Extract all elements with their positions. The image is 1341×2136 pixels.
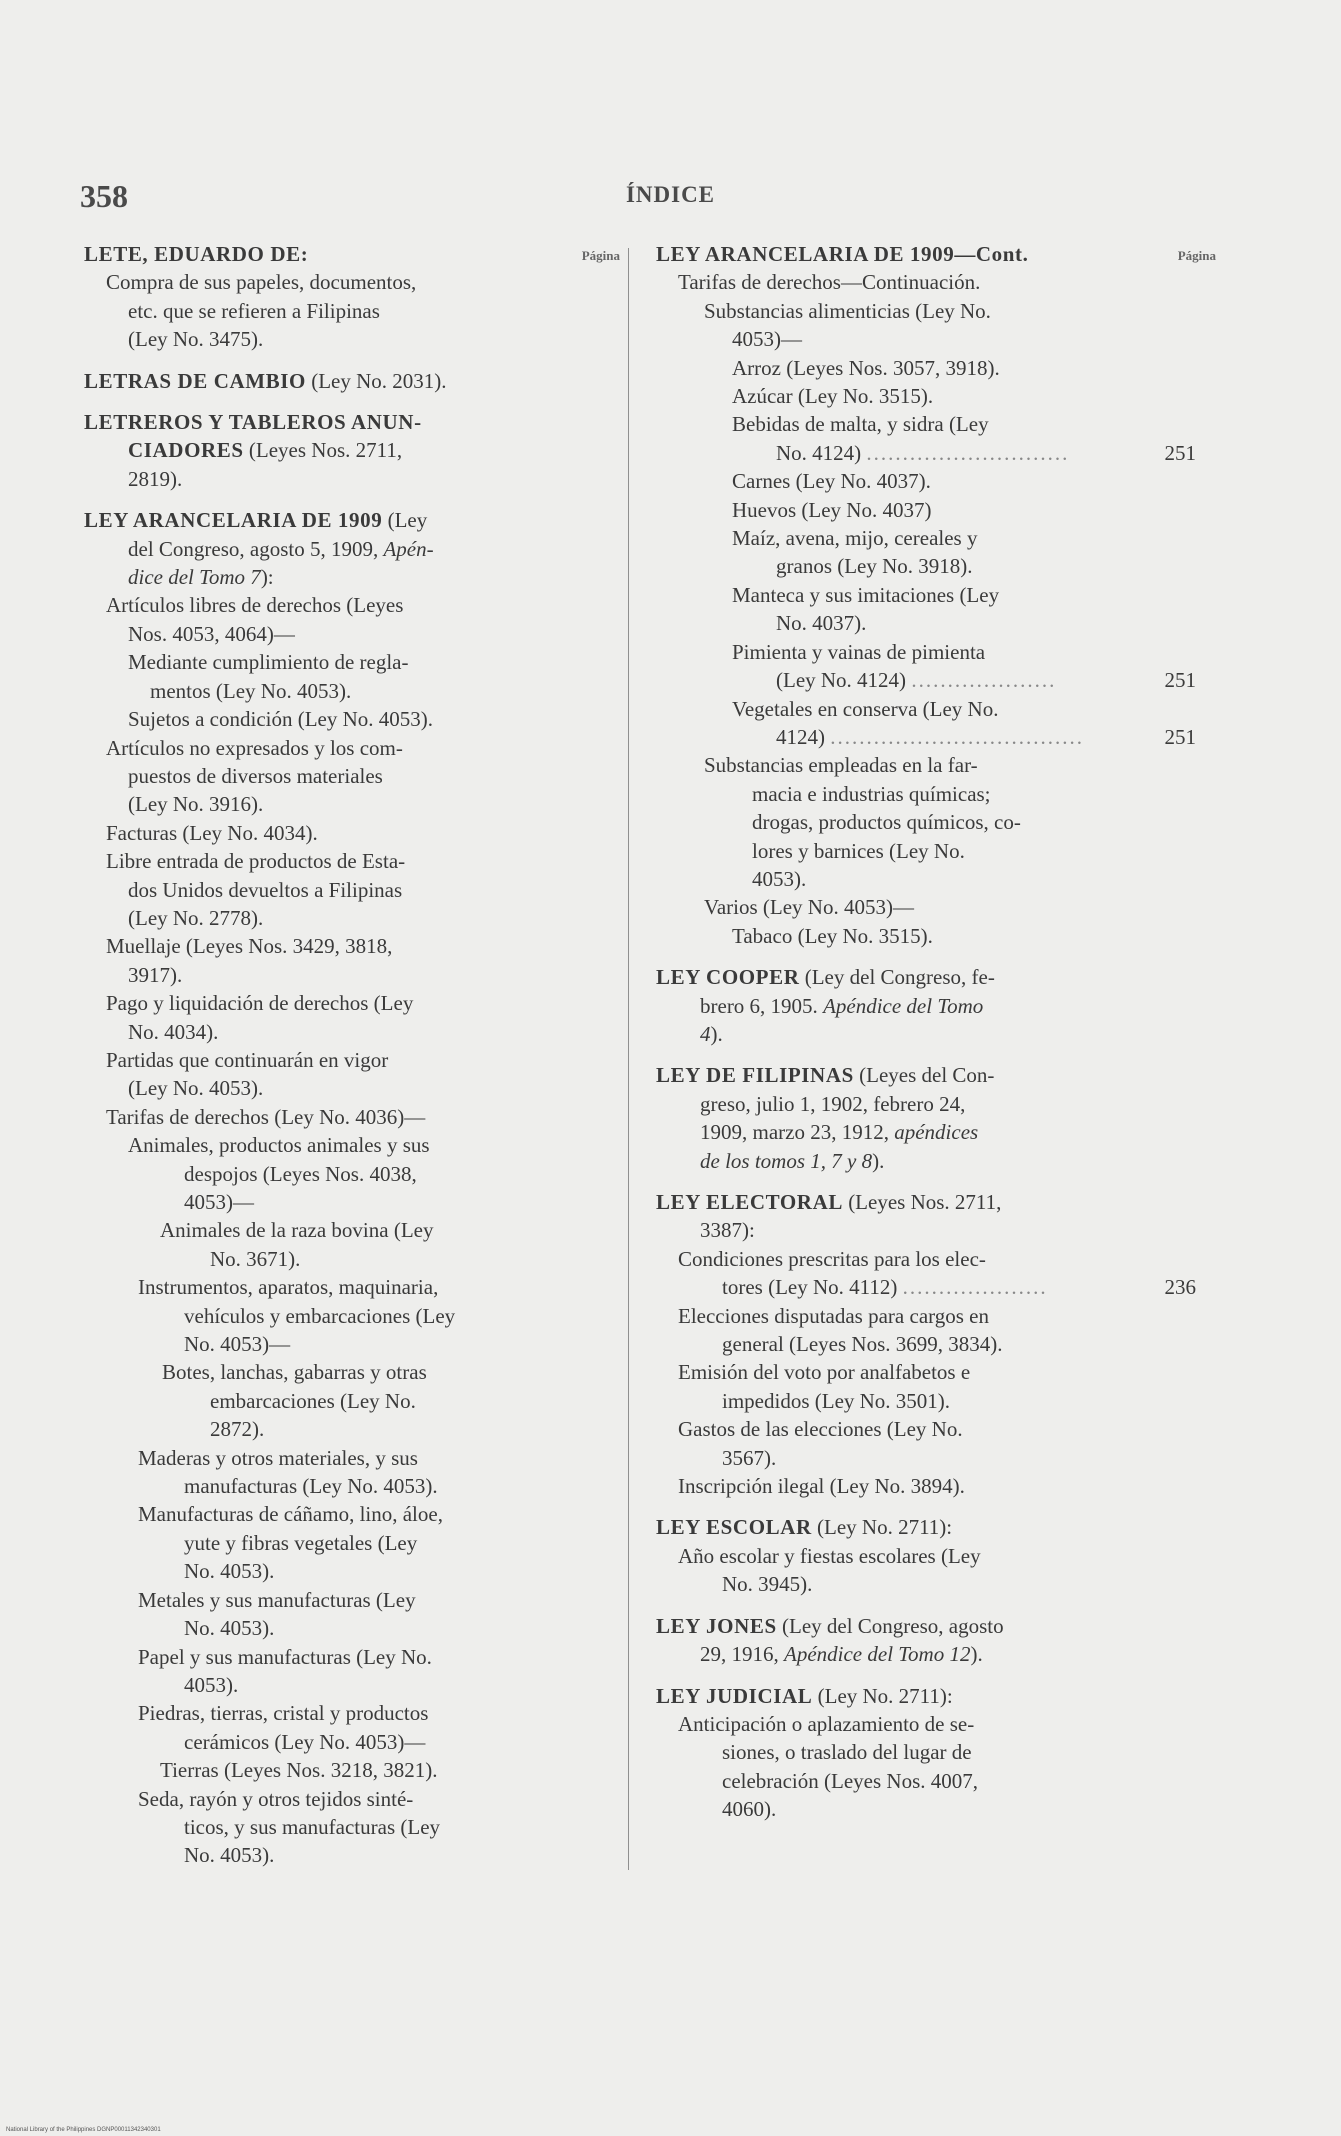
- entry-heading: LETREROS Y TABLEROS ANUN-: [84, 410, 422, 435]
- entry-text: No. 4034).: [128, 1019, 219, 1044]
- index-line: [84, 677, 534, 705]
- index-line: [656, 1472, 1178, 1500]
- index-line: [84, 1841, 534, 1869]
- entry-text: (Ley No. 3475).: [128, 327, 264, 352]
- entry-text: drogas, productos químicos, co-: [752, 810, 1021, 835]
- entry-text: celebración (Leyes Nos. 4007,: [722, 1768, 978, 1793]
- index-line: [84, 705, 534, 733]
- entry-text: No. 3945).: [722, 1572, 813, 1597]
- entry-text: ):: [260, 565, 274, 590]
- entry-text: 4060).: [722, 1797, 777, 1822]
- entry-text: No. 4053).: [184, 1559, 275, 1584]
- index-line: [656, 723, 1196, 751]
- entry-text: Vegetales en conserva (Ley No.: [732, 696, 999, 721]
- entry-text: 2819).: [128, 466, 183, 491]
- index-line: [656, 382, 1178, 410]
- index-line: [84, 762, 534, 790]
- index-line: [656, 1061, 1178, 1089]
- entry-text: Instrumentos, aparatos, maquinaria,: [138, 1275, 439, 1300]
- entry-text: tores (Ley No. 4112): [722, 1275, 903, 1300]
- entry-text: Azúcar (Ley No. 3515).: [732, 384, 934, 409]
- entry-heading: LETRAS DE CAMBIO: [84, 368, 306, 393]
- index-line: [84, 268, 534, 296]
- index-line: [84, 1472, 534, 1500]
- entry-text: (Ley No. 4124): [776, 668, 912, 693]
- entry-text: Año escolar y fiestas escolares (Ley: [678, 1543, 981, 1568]
- entry-heading: LEY JONES: [656, 1613, 777, 1638]
- index-line: [656, 1513, 1178, 1541]
- index-line: [656, 297, 1178, 325]
- index-line: [84, 1728, 534, 1756]
- entry-text: 4: [700, 1021, 711, 1046]
- index-line: [84, 297, 534, 325]
- index-line: [84, 1586, 534, 1614]
- entry-text: despojos (Leyes Nos. 4038,: [184, 1161, 417, 1186]
- index-line: [84, 240, 534, 268]
- index-line: [656, 1415, 1178, 1443]
- index-line: [84, 436, 534, 464]
- leader-dots: ....................: [902, 1275, 1048, 1300]
- entry-text: Bebidas de malta, y sidra (Ley: [732, 412, 989, 437]
- entry-gap: [656, 1175, 1178, 1188]
- index-line: [84, 1699, 534, 1727]
- index-line: [656, 865, 1178, 893]
- entry-text: cerámicos (Ley No. 4053)—: [184, 1729, 426, 1754]
- index-line: [84, 648, 534, 676]
- index-line: [656, 1570, 1178, 1598]
- entry-text: lores y barnices (Ley No.: [752, 838, 965, 863]
- index-line: [84, 506, 534, 534]
- entry-text: Muellaje (Leyes Nos. 3429, 3818,: [106, 934, 393, 959]
- left-column: [84, 240, 620, 1870]
- index-line: [656, 325, 1178, 353]
- entry-text: siones, o traslado del lugar de: [722, 1740, 972, 1765]
- entry-heading: CIADORES: [128, 438, 244, 463]
- entry-text: Manteca y sus imitaciones (Ley: [732, 582, 1000, 607]
- entry-text: Substancias empleadas en la far-: [704, 753, 978, 778]
- entry-text: macia e industrias químicas;: [752, 781, 991, 806]
- index-line: [84, 1500, 534, 1528]
- entry-text: Maderas y otros materiales, y sus: [138, 1445, 418, 1470]
- index-line: [84, 465, 534, 493]
- index-line: [656, 1302, 1178, 1330]
- index-line: [84, 1160, 534, 1188]
- index-line: [656, 1444, 1178, 1472]
- index-line: [84, 620, 534, 648]
- index-line: [656, 1358, 1178, 1386]
- index-line: [656, 467, 1178, 495]
- entry-text: granos (Ley No. 3918).: [776, 554, 973, 579]
- entry-text: Substancias alimenticias (Ley No.: [704, 298, 991, 323]
- entry-text: impedidos (Ley No. 3501).: [722, 1388, 951, 1413]
- index-line: [656, 496, 1178, 524]
- index-line: [84, 325, 534, 353]
- index-line: [656, 1387, 1178, 1415]
- entry-heading: LEY ARANCELARIA DE 1909: [84, 508, 383, 533]
- entry-text: (Ley: [382, 508, 428, 533]
- index-line: [656, 780, 1178, 808]
- index-line: [656, 992, 1178, 1020]
- entry-heading: LEY ELECTORAL: [656, 1190, 843, 1214]
- entry-gap: [656, 950, 1178, 963]
- index-line: [84, 1529, 534, 1557]
- entry-text: Apéndice del Tomo 12: [784, 1642, 971, 1667]
- entry-text: Animales, productos animales y sus: [128, 1133, 430, 1158]
- entry-text: (Leyes Nos. 2711,: [243, 438, 403, 463]
- entry-heading: LEY ARANCELARIA DE 1909—Cont.: [656, 242, 1029, 266]
- index-line: [84, 1131, 534, 1159]
- index-line: [84, 1813, 534, 1841]
- index-line: [656, 1216, 1178, 1244]
- index-line: [656, 638, 1178, 666]
- entry-text: 4053)—: [184, 1190, 254, 1214]
- footer-note: National Library of the Philippines DGNP00011342340301: [6, 2127, 161, 2133]
- page-reference: 251: [1164, 440, 1196, 465]
- index-line: [656, 1273, 1196, 1301]
- index-line: [84, 1103, 534, 1131]
- index-line: [656, 1330, 1178, 1358]
- index-line: [84, 904, 534, 932]
- entry-text: vehículos y embarcaciones (Ley: [184, 1303, 456, 1328]
- entry-text: manufacturas (Ley No. 4053).: [184, 1474, 438, 1499]
- entry-text: Animales de la raza bovina (Ley: [160, 1218, 434, 1243]
- index-line: [656, 1542, 1178, 1570]
- index-line: [84, 591, 534, 619]
- index-line: [656, 1090, 1178, 1118]
- entry-heading: LEY ESCOLAR: [656, 1515, 812, 1540]
- entry-text: Maíz, avena, mijo, cereales y: [732, 526, 978, 551]
- entry-text: 4053).: [184, 1672, 239, 1697]
- entry-text: No. 4124): [776, 440, 867, 465]
- entry-text: Mediante cumplimiento de regla-: [128, 650, 409, 675]
- entry-text: 3567).: [722, 1445, 777, 1470]
- index-line: [84, 989, 534, 1017]
- entry-text: dice del Tomo 7: [128, 565, 261, 590]
- entry-text: del Congreso, agosto 5, 1909,: [128, 536, 384, 561]
- index-line: [656, 1682, 1178, 1710]
- index-line: [84, 1358, 534, 1386]
- entry-gap: [84, 354, 534, 367]
- entry-text: Gastos de las elecciones (Ley No.: [678, 1417, 963, 1442]
- entry-text: 4124): [776, 724, 831, 749]
- index-line: [656, 695, 1178, 723]
- index-line: [84, 1046, 534, 1074]
- entry-text: Inscripción ilegal (Ley No. 3894).: [678, 1474, 965, 1499]
- running-head: ÍNDICE: [625, 182, 716, 207]
- index-line: [656, 439, 1196, 467]
- entry-text: Arroz (Leyes Nos. 3057, 3918).: [732, 355, 1000, 380]
- entry-text: Seda, rayón y otros tejidos sinté-: [138, 1786, 414, 1811]
- index-line: [656, 1738, 1178, 1766]
- entry-text: mentos (Ley No. 4053).: [150, 678, 352, 703]
- index-line: [84, 1216, 534, 1244]
- entry-text: No. 4053).: [184, 1616, 275, 1641]
- leader-dots: ...................................: [830, 724, 1084, 749]
- entry-gap: [656, 1048, 1178, 1061]
- index-line: [84, 1444, 534, 1472]
- entry-text: 1909, marzo 23, 1912,: [700, 1120, 895, 1145]
- entry-text: (Ley No. 3916).: [128, 792, 264, 817]
- index-line: [656, 524, 1178, 552]
- entry-text: (Ley No. 2711):: [811, 1515, 953, 1540]
- index-line: [656, 1118, 1178, 1146]
- entry-text: de los tomos 1, 7 y 8: [700, 1148, 873, 1173]
- index-line: [656, 1245, 1178, 1273]
- index-line: [656, 609, 1178, 637]
- entry-text: Facturas (Ley No. 4034).: [106, 820, 318, 845]
- index-line: [84, 819, 534, 847]
- entry-text: Tierras (Leyes Nos. 3218, 3821).: [160, 1758, 438, 1783]
- entry-text: brero 6, 1905.: [700, 993, 824, 1018]
- index-line: [84, 1245, 534, 1273]
- entry-text: greso, julio 1, 1902, febrero 24,: [700, 1091, 966, 1116]
- entry-text: 4053)—: [732, 327, 802, 352]
- entry-text: general (Leyes Nos. 3699, 3834).: [722, 1332, 1003, 1357]
- entry-text: No. 4053)—: [184, 1332, 291, 1357]
- index-line: [656, 240, 1178, 268]
- entry-text: Pimienta y vainas de pimienta: [732, 639, 986, 664]
- entry-text: Anticipación o aplazamiento de se-: [678, 1711, 975, 1736]
- index-line: [656, 666, 1196, 694]
- entry-text: Nos. 4053, 4064)—: [128, 621, 295, 646]
- index-line: [656, 1767, 1178, 1795]
- leader-dots: ....................: [911, 668, 1057, 693]
- index-line: [84, 734, 534, 762]
- entry-text: (Ley del Congreso, agosto: [776, 1613, 1004, 1638]
- entry-gap: [84, 395, 534, 408]
- entry-text: Artículos libres de derechos (Leyes: [106, 593, 404, 618]
- entry-text: 3917).: [128, 962, 183, 987]
- entry-text: Apéndice del Tomo: [823, 993, 984, 1018]
- index-line: [656, 1188, 1178, 1216]
- index-line: [84, 1188, 534, 1216]
- entry-heading: LETE, EDUARDO DE:: [84, 242, 309, 266]
- index-line: [84, 1614, 534, 1642]
- index-line: [84, 876, 534, 904]
- index-line: [656, 1612, 1178, 1640]
- entry-text: (Ley No. 2031).: [305, 368, 447, 393]
- index-line: [84, 1330, 534, 1358]
- index-line: [656, 1710, 1178, 1738]
- entry-text: Piedras, tierras, cristal y productos: [138, 1701, 429, 1726]
- entry-text: No. 4037).: [776, 611, 867, 636]
- page-number: 358: [80, 178, 128, 214]
- entry-text: yute y fibras vegetales (Ley: [184, 1530, 418, 1555]
- entry-heading: LEY COOPER: [656, 965, 800, 990]
- entry-text: 4053).: [752, 866, 807, 891]
- entry-text: (Leyes del Con-: [853, 1063, 995, 1088]
- entry-text: Papel y sus manufacturas (Ley No.: [138, 1644, 432, 1669]
- column-rule: [628, 248, 629, 1870]
- index-line: [84, 1557, 534, 1585]
- entry-text: Botes, lanchas, gabarras y otras: [162, 1360, 427, 1385]
- entry-text: Huevos (Ley No. 4037): [732, 497, 932, 522]
- pagina-label-right: Página: [1177, 248, 1216, 263]
- entry-text: etc. que se refieren a Filipinas: [128, 298, 380, 323]
- entry-text: Artículos no expresados y los com-: [106, 735, 403, 760]
- entry-text: ).: [710, 1021, 723, 1046]
- index-line: [84, 1302, 534, 1330]
- index-line: [84, 847, 534, 875]
- entry-text: Sujetos a condición (Ley No. 4053).: [128, 707, 434, 732]
- entry-heading: LEY DE FILIPINAS: [656, 1063, 854, 1088]
- entry-text: Varios (Ley No. 4053)—: [704, 895, 914, 920]
- index-line: [84, 1415, 534, 1443]
- pagina-label-left: Página: [581, 248, 620, 263]
- entry-text: Pago y liquidación de derechos (Ley: [106, 991, 414, 1016]
- entry-text: Manufacturas de cáñamo, lino, áloe,: [138, 1502, 443, 1527]
- index-line: [84, 1074, 534, 1102]
- index-line: [84, 408, 534, 436]
- entry-text: (Ley No. 4053).: [128, 1076, 264, 1101]
- entry-text: (Ley No. 2778).: [128, 905, 264, 930]
- entry-text: Carnes (Ley No. 4037).: [732, 469, 931, 494]
- entry-text: apéndices: [894, 1120, 979, 1145]
- index-line: [84, 563, 534, 591]
- entry-text: (Leyes Nos. 2711,: [842, 1190, 1002, 1214]
- entry-text: Tarifas de derechos—Continuación.: [678, 270, 981, 295]
- index-line: [84, 1756, 534, 1784]
- entry-text: 3387):: [700, 1218, 755, 1243]
- page-reference: 236: [1164, 1275, 1196, 1300]
- entry-text: ).: [872, 1148, 885, 1173]
- index-line: [656, 268, 1178, 296]
- index-line: [656, 1640, 1178, 1668]
- entry-text: (Ley del Congreso, fe-: [799, 965, 995, 990]
- index-line: [84, 535, 534, 563]
- leader-dots: ............................: [866, 440, 1070, 465]
- entry-text: ).: [970, 1642, 983, 1667]
- index-line: [84, 932, 534, 960]
- index-line: [656, 893, 1178, 921]
- index-line: [84, 790, 534, 818]
- index-line: [656, 1020, 1178, 1048]
- page-reference: 251: [1164, 668, 1196, 693]
- index-line: [84, 1785, 534, 1813]
- index-line: [84, 1643, 534, 1671]
- entry-text: puestos de diversos materiales: [128, 763, 383, 788]
- index-line: [84, 1018, 534, 1046]
- entry-text: No. 3671).: [210, 1246, 301, 1271]
- index-line: [84, 1273, 534, 1301]
- entry-text: (Ley No. 2711):: [812, 1683, 953, 1708]
- entry-text: Condiciones prescritas para los elec-: [678, 1246, 986, 1271]
- index-line: [84, 961, 534, 989]
- entry-text: 2872).: [210, 1417, 265, 1442]
- right-column: [656, 240, 1216, 1824]
- entry-text: No. 4053).: [184, 1843, 275, 1868]
- entry-text: Apén-: [383, 536, 434, 561]
- index-line: [656, 922, 1178, 950]
- index-line: [656, 581, 1178, 609]
- index-line: [656, 1795, 1178, 1823]
- entry-text: embarcaciones (Ley No.: [210, 1388, 416, 1413]
- index-line: [84, 367, 534, 395]
- entry-text: Libre entrada de productos de Esta-: [106, 849, 406, 874]
- entry-text: ticos, y sus manufacturas (Ley: [184, 1814, 441, 1839]
- entry-text: Tarifas de derechos (Ley No. 4036)—: [106, 1104, 426, 1129]
- entry-heading: LEY JUDICIAL: [656, 1683, 813, 1708]
- entry-text: Compra de sus papeles, documentos,: [106, 270, 417, 295]
- index-line: [656, 751, 1178, 779]
- entry-gap: [84, 493, 534, 506]
- index-line: [656, 837, 1178, 865]
- entry-text: Metales y sus manufacturas (Ley: [138, 1587, 416, 1612]
- index-line: [84, 1387, 534, 1415]
- entry-gap: [656, 1500, 1178, 1513]
- index-line: [656, 410, 1178, 438]
- entry-text: 29, 1916,: [700, 1642, 784, 1667]
- page-reference: 251: [1164, 724, 1196, 749]
- entry-gap: [656, 1599, 1178, 1612]
- index-line: [656, 552, 1178, 580]
- index-line: [656, 354, 1178, 382]
- entry-text: dos Unidos devueltos a Filipinas: [128, 877, 403, 902]
- entry-text: Tabaco (Ley No. 3515).: [732, 923, 933, 948]
- index-line: [656, 963, 1178, 991]
- entry-text: Partidas que continuarán en vigor: [106, 1047, 389, 1072]
- index-line: [84, 1671, 534, 1699]
- entry-text: Emisión del voto por analfabetos e: [678, 1360, 971, 1385]
- index-line: [656, 808, 1178, 836]
- entry-gap: [656, 1669, 1178, 1682]
- index-line: [656, 1147, 1178, 1175]
- entry-text: Elecciones disputadas para cargos en: [678, 1303, 989, 1328]
